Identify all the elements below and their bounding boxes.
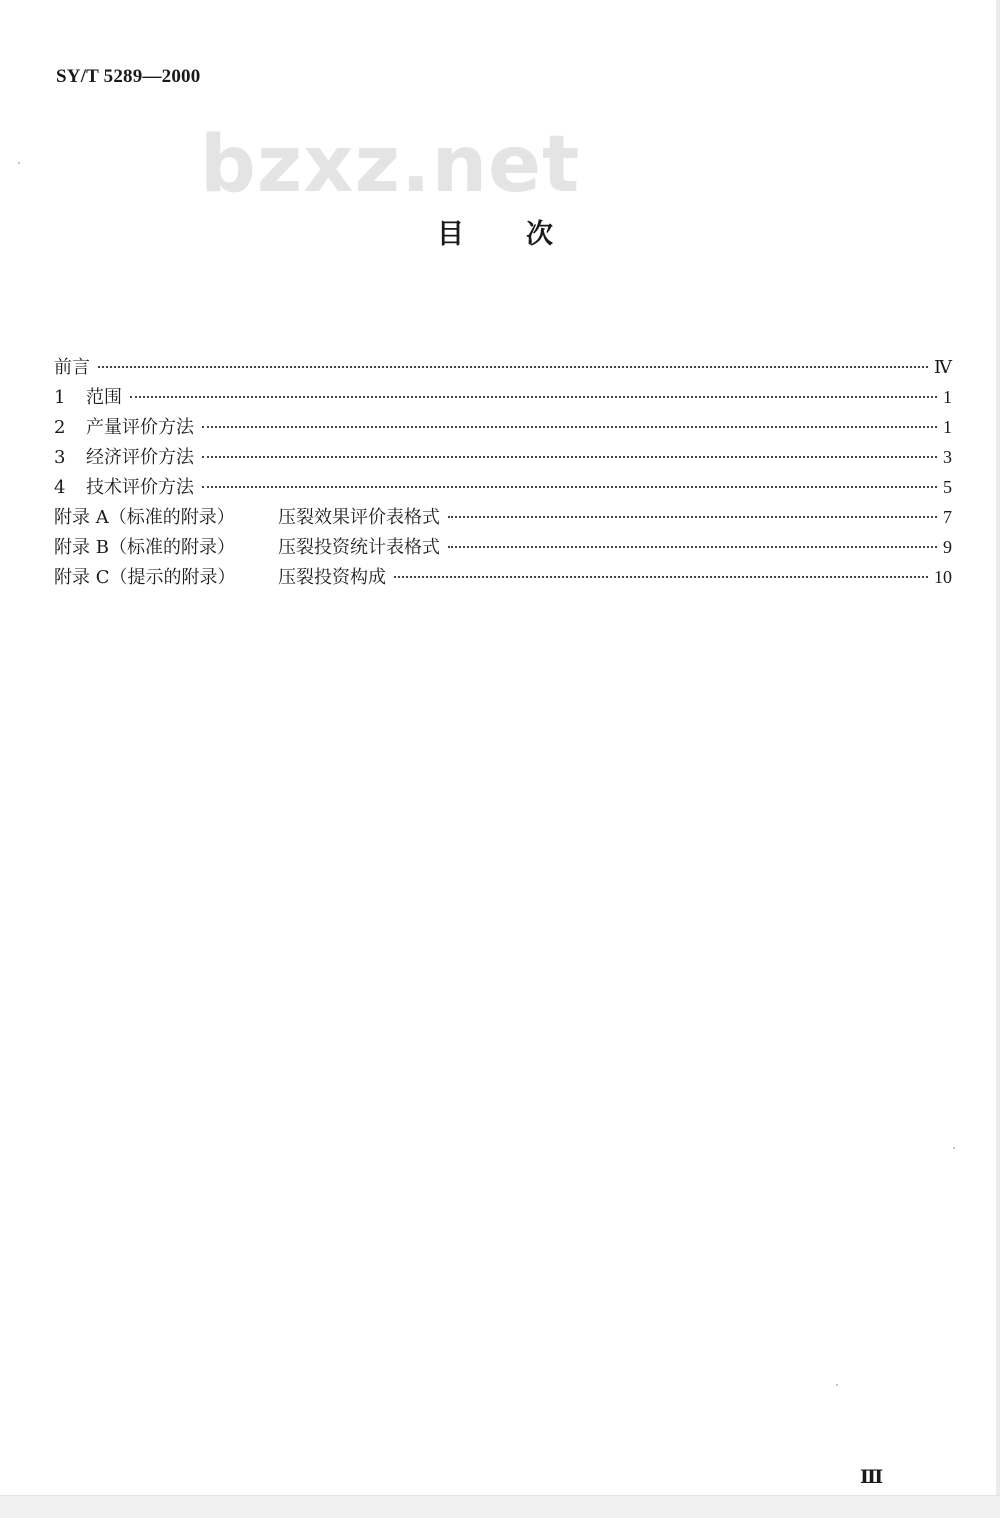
toc-entry-label: 附录 B（标准的附录） 压裂投资统计表格式 — [54, 533, 440, 563]
toc-entry-label: 2 产量评价方法 — [54, 413, 194, 443]
toc-entry-page: 3 — [943, 447, 952, 467]
section-number: 4 — [54, 477, 66, 498]
section-number: 1 — [54, 387, 66, 408]
watermark: bzxz.net — [200, 120, 581, 210]
toc-entry-label: 1 范围 — [54, 383, 122, 413]
toc-entry-appendix-b[interactable] — [54, 532, 952, 562]
dot-leader — [394, 576, 928, 578]
toc-title: 目次 — [437, 219, 615, 250]
toc-entry-foreword[interactable] — [54, 352, 952, 382]
toc-entry-scope[interactable] — [54, 382, 952, 412]
toc-entry-page: 7 — [943, 507, 952, 527]
dot-leader — [448, 516, 937, 518]
dot-leader — [98, 366, 928, 368]
scan-speck — [836, 1384, 838, 1386]
toc-entry-appendix-c[interactable] — [54, 562, 952, 592]
page-number: Ⅲ — [860, 1467, 884, 1488]
dot-leader — [202, 486, 937, 488]
dot-leader — [202, 426, 937, 428]
table-of-contents — [54, 352, 952, 592]
dot-leader — [202, 456, 937, 458]
section-number: 3 — [54, 447, 66, 468]
toc-entry-label: 4 技术评价方法 — [54, 473, 194, 503]
toc-entry-economic-evaluation[interactable] — [54, 442, 952, 472]
toc-entry-label: 附录 A（标准的附录） 压裂效果评价表格式 — [54, 503, 440, 533]
toc-entry-appendix-a[interactable] — [54, 502, 952, 532]
toc-entry-label: 3 经济评价方法 — [54, 443, 194, 473]
scan-speck — [953, 1147, 955, 1149]
appendix-label: 附录 A（标准的附录） — [54, 507, 235, 528]
toc-entry-label: 前言 — [54, 357, 90, 378]
appendix-label: 附录 C（提示的附录） — [54, 567, 236, 588]
scan-speck — [18, 162, 20, 164]
toc-entry-production-evaluation[interactable] — [54, 412, 952, 442]
toc-entry-technical-evaluation[interactable] — [54, 472, 952, 502]
toc-entry-page: 1 — [943, 417, 952, 437]
toc-entry-page: 10 — [934, 567, 952, 587]
toc-entry-page: 1 — [943, 387, 952, 407]
appendix-label: 附录 B（标准的附录） — [54, 537, 235, 558]
toc-entry-label: 附录 C（提示的附录） 压裂投资构成 — [54, 563, 386, 593]
toc-entry-page: 9 — [943, 537, 952, 557]
dot-leader — [130, 396, 937, 398]
page-bottom-margin — [0, 1495, 1000, 1518]
dot-leader — [448, 546, 937, 548]
toc-entry-page: 5 — [943, 477, 952, 497]
toc-entry-page: Ⅳ — [934, 357, 952, 377]
section-number: 2 — [54, 417, 66, 438]
document-code: SY/T 5289—2000 — [56, 66, 201, 87]
